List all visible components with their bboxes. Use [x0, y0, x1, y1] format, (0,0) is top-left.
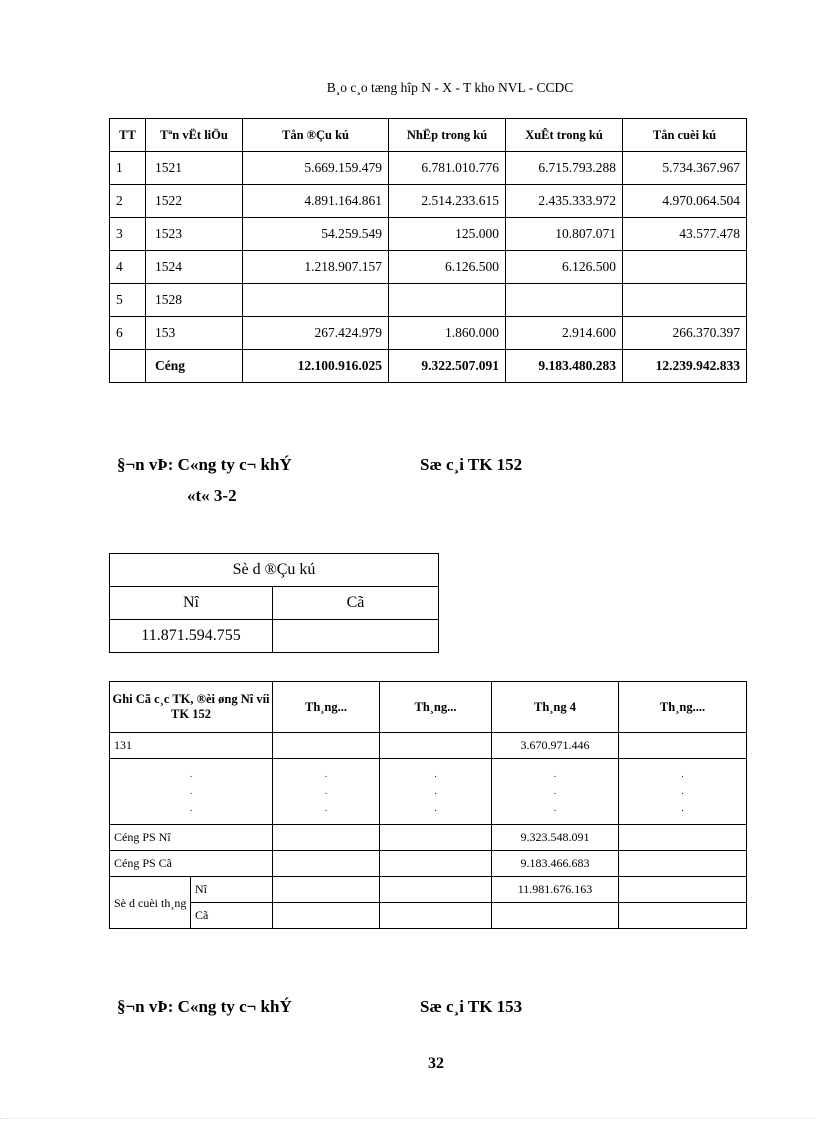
- summary-header-row: [110, 119, 747, 152]
- cell: 9.323.548.091: [492, 825, 619, 851]
- table-row: [110, 903, 747, 929]
- col-header-month: Th¸ng...: [380, 682, 492, 733]
- row-closing: [623, 251, 747, 284]
- col-header-month: Th¸ng 4: [492, 682, 619, 733]
- cell: [380, 825, 492, 851]
- total-row: [110, 350, 747, 383]
- cell: [273, 877, 380, 903]
- page-bottom-divider: [0, 1118, 816, 1119]
- row-in: [389, 284, 506, 317]
- cell: [380, 877, 492, 903]
- row-material: 153: [146, 317, 243, 350]
- row-tt: 6: [110, 317, 146, 350]
- row-closing: 4.970.064.504: [623, 185, 747, 218]
- closing-debit-label: Nî: [191, 877, 273, 903]
- cell: [492, 903, 619, 929]
- dot-cell: . . .: [380, 759, 492, 825]
- cell: 3.670.971.446: [492, 733, 619, 759]
- row-material: 1528: [146, 284, 243, 317]
- unit-label-153: §¬n vÞ: C«ng ty c¬ khÝ: [117, 997, 292, 1016]
- row-label: Céng PS Cã: [110, 851, 273, 877]
- opening-balance-title: Sè d ®Çu kú: [110, 554, 439, 587]
- dot-cell: . . .: [492, 759, 619, 825]
- row-material: 1521: [146, 152, 243, 185]
- total-in: 9.322.507.091: [389, 350, 506, 383]
- dot-cell: . . .: [110, 759, 273, 825]
- table-row: [110, 825, 747, 851]
- cell: [380, 903, 492, 929]
- row-closing: 43.577.478: [623, 218, 747, 251]
- table-row: [110, 185, 747, 218]
- table-row: [110, 152, 747, 185]
- total-opening: 12.100.916.025: [243, 350, 389, 383]
- col-header-month: Th¸ng....: [619, 682, 747, 733]
- book-title-152: Sæ c¸i TK 152: [420, 455, 523, 474]
- row-out: 2.914.600: [506, 317, 623, 350]
- unit-label-152: §¬n vÞ: C«ng ty c¬ khÝ: [117, 455, 292, 474]
- closing-credit-label: Cã: [191, 903, 273, 929]
- col-header-opening: Tån ®Çu kú: [243, 119, 389, 152]
- row-in: 6.781.010.776: [389, 152, 506, 185]
- row-out: 6.715.793.288: [506, 152, 623, 185]
- row-tt: 3: [110, 218, 146, 251]
- row-material: 1524: [146, 251, 243, 284]
- debit-value: 11.871.594.755: [110, 620, 273, 653]
- ledger-header-row: [110, 682, 747, 733]
- cell: [619, 903, 747, 929]
- col-header-tt: TT: [110, 119, 146, 152]
- row-opening: 1.218.907.157: [243, 251, 389, 284]
- row-closing: 266.370.397: [623, 317, 747, 350]
- dot-cell: . . .: [619, 759, 747, 825]
- row-opening: [243, 284, 389, 317]
- credit-label: Cã: [273, 587, 439, 620]
- form-number: «t« 3-2: [187, 486, 237, 505]
- row-material: 1523: [146, 218, 243, 251]
- row-opening: 5.669.159.479: [243, 152, 389, 185]
- table-row: [110, 218, 747, 251]
- table-row: [110, 317, 747, 350]
- row-out: [506, 284, 623, 317]
- row-opening: 4.891.164.861: [243, 185, 389, 218]
- total-out: 9.183.480.283: [506, 350, 623, 383]
- table-row: [110, 851, 747, 877]
- table-row: [110, 284, 747, 317]
- col-header-closing: Tån cuèi kú: [623, 119, 747, 152]
- row-closing: [623, 284, 747, 317]
- col-header-in: NhËp trong kú: [389, 119, 506, 152]
- opening-balance-table: [109, 553, 439, 653]
- col-header-material: Tªn vËt liÖu: [146, 119, 243, 152]
- row-tt: 2: [110, 185, 146, 218]
- row-tt: 4: [110, 251, 146, 284]
- col-header-counter-account: Ghi Cã c¸c TK, ®èi øng Nî víi TK 152: [110, 682, 273, 733]
- row-closing: 5.734.367.967: [623, 152, 747, 185]
- row-in: 125.000: [389, 218, 506, 251]
- cell: [380, 733, 492, 759]
- cell: 9.183.466.683: [492, 851, 619, 877]
- table-row: [110, 733, 747, 759]
- row-label: 131: [110, 733, 273, 759]
- row-tt: 5: [110, 284, 146, 317]
- total-tt: [110, 350, 146, 383]
- col-header-month: Th¸ng...: [273, 682, 380, 733]
- row-tt: 1: [110, 152, 146, 185]
- ellipsis-row: [110, 759, 747, 825]
- table-row: [110, 877, 747, 903]
- cell: [619, 733, 747, 759]
- row-out: 10.807.071: [506, 218, 623, 251]
- total-closing: 12.239.942.833: [623, 350, 747, 383]
- row-opening: 54.259.549: [243, 218, 389, 251]
- cell: [619, 851, 747, 877]
- report-title: B¸o c¸o tæng hîp N - X - T kho NVL - CCDC: [326, 80, 574, 95]
- cell: [380, 851, 492, 877]
- cell: [619, 877, 747, 903]
- ledger-detail-table: [109, 681, 747, 929]
- row-in: 1.860.000: [389, 317, 506, 350]
- row-out: 6.126.500: [506, 251, 623, 284]
- row-label: Céng PS Nî: [110, 825, 273, 851]
- cell: [273, 851, 380, 877]
- cell: [273, 733, 380, 759]
- dot-cell: . . .: [273, 759, 380, 825]
- table-row: [110, 251, 747, 284]
- row-in: 6.126.500: [389, 251, 506, 284]
- col-header-out: XuÊt trong kú: [506, 119, 623, 152]
- cell: [273, 825, 380, 851]
- debit-label: Nî: [110, 587, 273, 620]
- cell: 11.981.676.163: [492, 877, 619, 903]
- cell: [619, 825, 747, 851]
- closing-balance-label: Sè d cuèi th¸ng: [110, 877, 191, 929]
- book-title-153: Sæ c¸i TK 153: [420, 997, 523, 1016]
- summary-table: [109, 118, 747, 383]
- credit-value: [273, 620, 439, 653]
- row-material: 1522: [146, 185, 243, 218]
- page-number: 32: [428, 1055, 444, 1072]
- cell: [273, 903, 380, 929]
- row-in: 2.514.233.615: [389, 185, 506, 218]
- row-out: 2.435.333.972: [506, 185, 623, 218]
- total-label: Céng: [146, 350, 243, 383]
- row-opening: 267.424.979: [243, 317, 389, 350]
